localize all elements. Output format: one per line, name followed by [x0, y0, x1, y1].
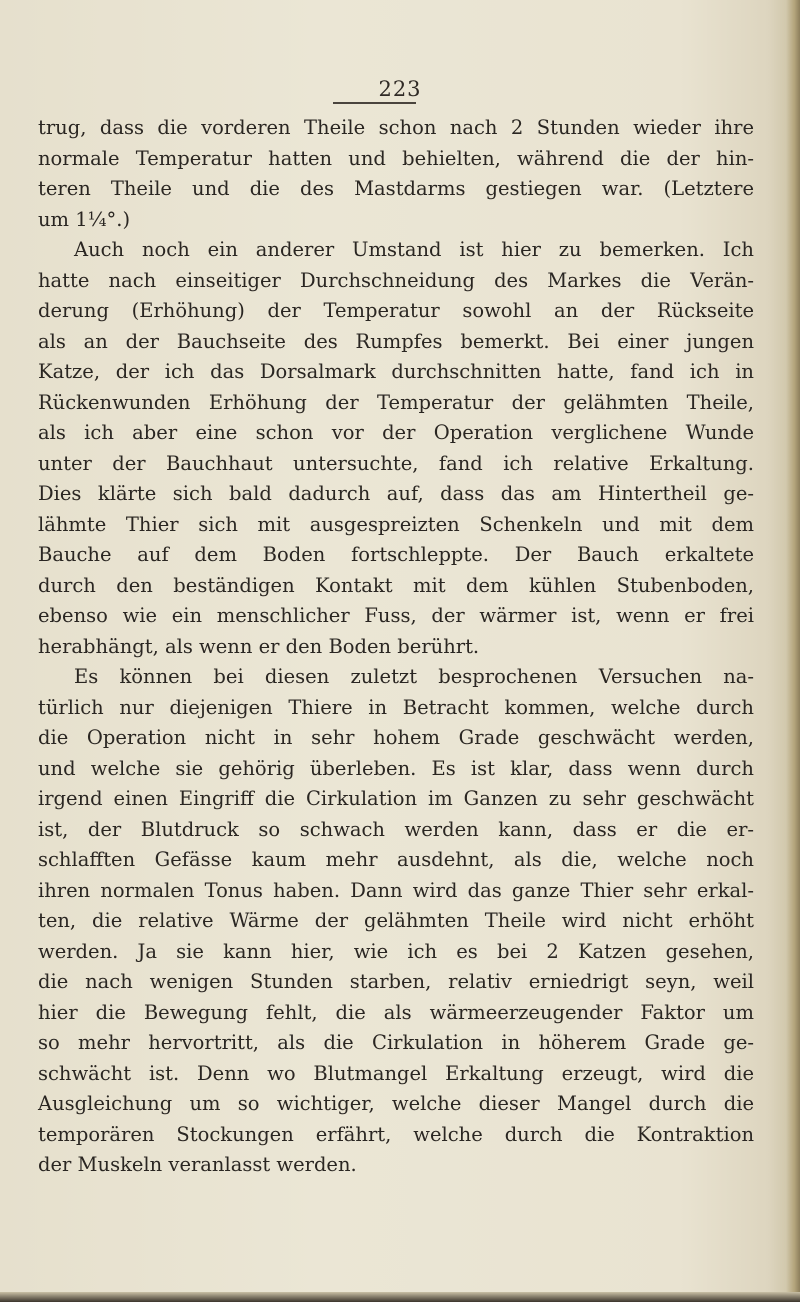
- text-line: Es können bei diesen zuletzt besprochenen Versuchen na-: [74, 665, 754, 688]
- page-number-rule: [333, 102, 416, 104]
- text-line: Dies klärte sich bald dadurch auf, dass das am Hintertheil ge-: [38, 482, 754, 505]
- text-line: ten, die relative Wärme der gelähmten Theile wird nicht erhöht: [38, 909, 754, 932]
- text-line: und welche sie gehörig überleben. Es ist klar, dass wenn durch: [38, 756, 754, 780]
- text-line: werden. Ja sie kann hier, wie ich es bei 2 Katzen gesehen,: [38, 939, 754, 963]
- text-line: teren Theile und die des Mastdarms gestiegen war. (Letztere: [38, 177, 754, 200]
- text-line: derung (Erhöhung) der Temperatur sowohl an der Rückseite: [38, 299, 754, 322]
- text-line: Ausgleichung um so wichtiger, welche dieser Mangel durch die: [38, 1092, 754, 1115]
- text-line: als an der Bauchseite des Rumpfes bemerkt. Bei einer jungen: [38, 329, 754, 353]
- text-line: hier die Bewegung fehlt, die als wärmeerzeugender Faktor um: [38, 1000, 754, 1024]
- text-line: als ich aber eine schon vor der Operation verglichene Wunde: [38, 421, 754, 444]
- text-line: Katze, der ich das Dorsalmark durchschnitten hatte, fand ich in: [38, 360, 754, 383]
- text-line: so mehr hervortritt, als die Cirkulation in höherem Grade ge-: [38, 1031, 754, 1054]
- text-line: lähmte Thier sich mit ausgespreizten Schenkeln und mit dem: [38, 512, 754, 536]
- page-bottom-edge: [0, 1292, 800, 1302]
- text-line: ist, der Blutdruck so schwach werden kann, dass er die er-: [38, 817, 754, 841]
- text-line: temporären Stockungen erfährt, welche durch die Kontraktion: [38, 1122, 754, 1146]
- text-line: türlich nur diejenigen Thiere in Betracht kommen, welche durch: [38, 695, 754, 719]
- text-line: schlafften Gefässe kaum mehr ausdehnt, als die, welche noch: [38, 848, 754, 871]
- text-line: hatte nach einseitiger Durchschneidung des Markes die Verän-: [38, 268, 754, 292]
- text-line: schwächt ist. Denn wo Blutmangel Erkaltung erzeugt, wird die: [38, 1061, 754, 1085]
- text-line: Bauche auf dem Boden fortschleppte. Der Bauch erkaltete: [38, 543, 754, 566]
- text-line: ihren normalen Tonus haben. Dann wird das ganze Thier sehr erkal-: [38, 878, 754, 902]
- text-line: die nach wenigen Stunden starben, relativ erniedrigt seyn, weil: [38, 970, 754, 993]
- text-line: ebenso wie ein menschlicher Fuss, der wärmer ist, wenn er frei: [38, 604, 754, 627]
- page-number: 223: [378, 77, 422, 101]
- text-line: normale Temperatur hatten und behielten, während die der hin-: [38, 146, 754, 170]
- text-line: Rückenwunden Erhöhung der Temperatur der gelähmten Theile,: [38, 390, 754, 414]
- text-line: durch den beständigen Kontakt mit dem kühlen Stubenboden,: [38, 573, 754, 597]
- text-line: herabhängt, als wenn er den Boden berührt.: [38, 634, 480, 658]
- text-line: um 1¼°.): [38, 207, 131, 231]
- text-line: der Muskeln veranlasst werden.: [38, 1153, 357, 1176]
- text-line: unter der Bauchhaut untersuchte, fand ich relative Erkaltung.: [38, 451, 754, 475]
- text-line: die Operation nicht in sehr hohem Grade geschwächt werden,: [38, 726, 754, 749]
- text-line: irgend einen Eingriff die Cirkulation im Ganzen zu sehr geschwächt: [38, 787, 754, 810]
- text-line: trug, dass die vorderen Theile schon nach 2 Stunden wieder ihre: [38, 116, 754, 139]
- text-line: Auch noch ein anderer Umstand ist hier zu bemerken. Ich: [74, 238, 754, 261]
- body-text: [38, 113, 754, 1181]
- page-edge-shadow: [786, 0, 800, 1302]
